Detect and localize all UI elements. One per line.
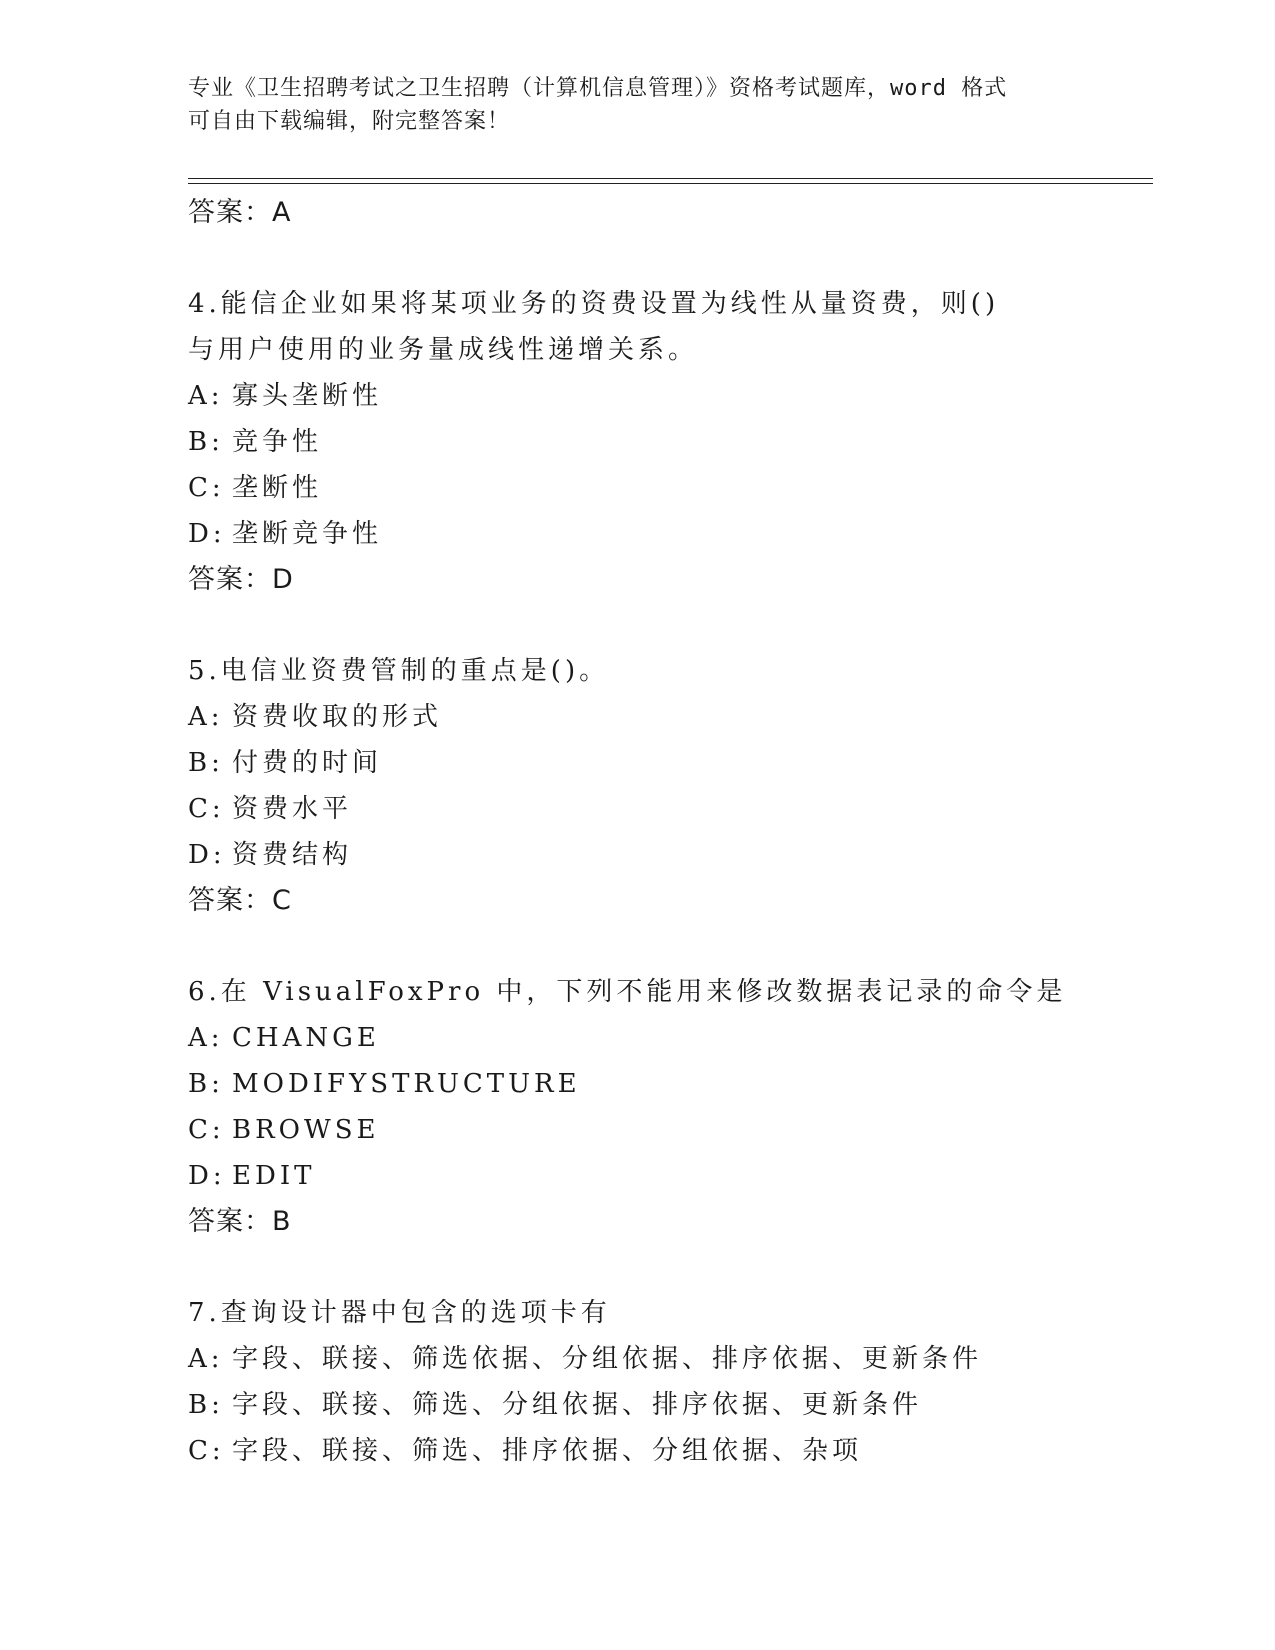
option-letter: B: (188, 748, 224, 778)
option-text: 资费结构 (232, 840, 353, 870)
question-item (188, 648, 1148, 924)
option-text: CHANGE (232, 1023, 380, 1053)
option-a (188, 1015, 1148, 1061)
option-letter: A: (188, 381, 224, 411)
option-d (188, 511, 1148, 557)
option-letter: A: (188, 1344, 224, 1374)
option-b (188, 1061, 1148, 1107)
header-divider-bottom (188, 183, 1153, 184)
option-letter: D: (188, 1161, 226, 1191)
option-letter: B: (188, 427, 224, 457)
header-line-2: 可自由下载编辑，附完整答案！ (188, 109, 511, 134)
option-text: BROWSE (232, 1115, 380, 1145)
option-text: 资费水平 (232, 794, 353, 824)
option-text: 垄断竞争性 (232, 519, 383, 549)
question-item (188, 969, 1148, 1245)
option-b (188, 419, 1148, 465)
question-stem: 4.能信企业如果将某项业务的资费设置为线性从量资费，则()与用户使用的业务量成线性递增关系。 (188, 289, 1000, 365)
option-b (188, 740, 1148, 786)
question-item (188, 1290, 1148, 1474)
option-letter: C: (188, 473, 225, 503)
option-letter: A: (188, 1023, 224, 1053)
option-letter: D: (188, 840, 226, 870)
option-text: 寡头垄断性 (232, 381, 383, 411)
header-divider-top (188, 178, 1153, 179)
answer-label: 答案：B (188, 1206, 292, 1237)
option-a (188, 694, 1148, 740)
question-stem: 7.查询设计器中包含的选项卡有 (188, 1298, 611, 1328)
option-text: 字段、联接、筛选、分组依据、排序依据、更新条件 (232, 1390, 923, 1420)
option-text: 字段、联接、筛选、排序依据、分组依据、杂项 (232, 1436, 863, 1466)
question-item (188, 281, 1148, 603)
header-line-1: 专业《卫生招聘考试之卫生招聘（计算机信息管理）》资格考试题库，word 格式 (188, 76, 1008, 101)
option-text: EDIT (232, 1161, 316, 1191)
option-text: MODIFYSTRUCTURE (232, 1069, 581, 1099)
option-text: 垄断性 (232, 473, 323, 503)
answer-label: 答案：C (188, 885, 292, 916)
option-d (188, 832, 1148, 878)
question-list (188, 190, 1148, 1474)
option-c (188, 1107, 1148, 1153)
option-letter: D: (188, 519, 226, 549)
answer-label: 答案：D (188, 564, 294, 595)
option-letter: A: (188, 702, 224, 732)
option-text: 资费收取的形式 (232, 702, 443, 732)
option-letter: C: (188, 1115, 225, 1145)
option-text: 付费的时间 (232, 748, 383, 778)
document-header (188, 72, 1088, 138)
option-letter: B: (188, 1390, 224, 1420)
option-b (188, 1382, 1148, 1428)
question-stem: 5.电信业资费管制的重点是()。 (188, 656, 610, 686)
option-d (188, 1153, 1148, 1199)
option-c (188, 465, 1148, 511)
answer-label: 答案：A (188, 197, 292, 228)
question-stem: 6.在 VisualFoxPro 中，下列不能用来修改数据表记录的命令是 (188, 977, 1067, 1007)
option-letter: C: (188, 1436, 225, 1466)
option-text: 字段、联接、筛选依据、分组依据、排序依据、更新条件 (232, 1344, 983, 1374)
option-text: 竞争性 (232, 427, 323, 457)
option-c (188, 786, 1148, 832)
option-a (188, 1336, 1148, 1382)
option-letter: B: (188, 1069, 224, 1099)
option-a (188, 373, 1148, 419)
option-letter: C: (188, 794, 225, 824)
option-c (188, 1428, 1148, 1474)
